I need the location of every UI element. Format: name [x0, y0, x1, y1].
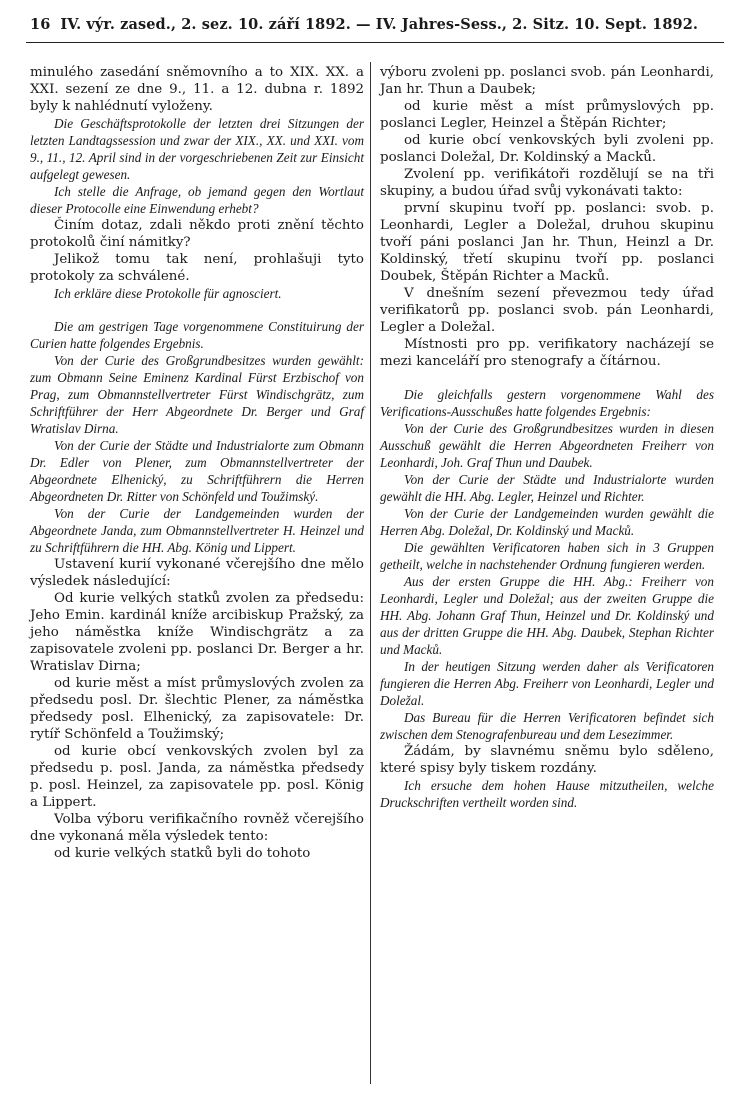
paragraph: Von der Curie des Großgrundbesitzes wurden in diesen Ausschuß gewählt die Herren Abgeordneten Freiherr von Leonhardi, Joh. Graf Thun und Daubek.: [380, 421, 714, 470]
header-text: IV. výr. zased., 2. sez. 10. září 1892. — IV. Jahres-Sess., 2. Sitz. 10. Sept. 1892.: [60, 16, 699, 33]
paragraph: Aus der ersten Gruppe die HH. Abg.: Freiherr von Leonhardi, Legler und Doležal; aus der zweiten Gruppe die HH. Abg. Johann Graf Thun, Heinzel und Dr. Koldinský und aus der dritten Gruppe die HH. Abg. Daubek, Stephan Richter und Macků.: [380, 574, 714, 657]
paragraph: Die gleichfalls gestern vorgenommene Wahl des Verifications-Ausschußes hatte folgendes Ergebnis:: [380, 387, 714, 419]
paragraph: Volba výboru verifikačního rovněž včerejšího dne vykonaná měla výsledek tento:: [30, 812, 364, 844]
paragraph: Das Bureau für die Herren Verificatoren befindet sich zwischen dem Stenografenbureau und dem Lesezimmer.: [380, 710, 714, 742]
paragraph: Od kurie velkých statků zvolen za předsedu: Jeho Emin. kardinál kníže arcibiskup Pražský, za jeho náměstka kníže Windischgrätz a za zapisovatele zvoleni pp. poslanci Dr. Berger a hr. Wratislav Dirna;: [30, 591, 364, 674]
left-column: [30, 64, 364, 862]
paragraph: od kurie měst a míst průmyslových zvolen za předsedu posl. Dr. šlechtic Plener, za náměstka předsedy posl. Elhenický, za zapisovatele: Dr. rytíř Schönfeld a Toužimský;: [30, 676, 364, 742]
paragraph-gap: [30, 302, 364, 318]
paragraph: Žádám, by slavnému sněmu bylo sděleno, které spisy byly tiskem rozdány.: [380, 744, 714, 776]
paragraph: Jelikož tomu tak není, prohlašuji tyto protokoly za schválené.: [30, 252, 364, 284]
paragraph: od kurie obcí venkovských zvolen byl za předsedu p. posl. Janda, za náměstka předsedy p. posl. Heinzel, za zapisovatele pp. posl. König a Lippert.: [30, 744, 364, 810]
paragraph: Místnosti pro pp. verifikatory nacházejí se mezi kanceláří pro stenografy a čítárnou.: [380, 337, 714, 369]
page-number: 16: [30, 16, 51, 33]
header-rule: [26, 42, 724, 43]
paragraph: první skupinu tvoří pp. poslanci: svob. p. Leonhardi, Legler a Doležal, druhou skupinu tvoří páni poslanci Jan hr. Thun, Heinzl a Dr. Koldinský, třetí skupinu tvoří pp. poslanci Doubek, Štěpán Richter a Macků.: [380, 201, 714, 284]
paragraph: od kurie velkých statků byli do tohoto: [54, 846, 311, 861]
paragraph: Von der Curie der Landgemeinden wurden gewählt die Herren Abg. Doležal, Dr. Koldinský und Macků.: [380, 506, 714, 538]
paragraph: Von der Curie des Großgrundbesitzes wurden gewählt: zum Obmann Seine Eminenz Kardinal Fürst Erzbischof von Prag, zum Obmannstellvertreter Fürst Windischgrätz, zum Schriftführer der Herr Abgeordnete Dr. Berger und Graf Wratislav Dirna.: [30, 353, 364, 436]
paragraph: Ich stelle die Anfrage, ob jemand gegen den Wortlaut dieser Protocolle eine Einwendung erhebt?: [30, 184, 364, 216]
paragraph-gap: [380, 370, 714, 386]
paragraph: Ich erkläre diese Protokolle für agnosciert.: [54, 286, 282, 301]
paragraph: Ustavení kurií vykonané včerejšího dne mělo výsledek následující:: [30, 557, 364, 589]
paragraph: Die am gestrigen Tage vorgenommene Constituirung der Curien hatte folgendes Ergebnis.: [30, 319, 364, 351]
paragraph: Zvolení pp. verifikátoři rozdělují se na tři skupiny, a budou úřad svůj vykonávati takto:: [380, 167, 714, 199]
paragraph: minulého zasedání sněmovního a to XIX. XX. a XXI. sezení ze dne 9., 11. a 12. dubna r. 1892 byly k nahlédnutí vyloženy.: [30, 65, 364, 114]
paragraph: Von der Curie der Städte und Industrialorte zum Obmann Dr. Edler von Plener, zum Obmannstellvertreter der Abgeordnete Elhenický, zu Schriftführern die Herren Abgeordneten Dr. Ritter von Schönfeld und Toužimský.: [30, 438, 364, 504]
paragraph: V dnešním sezení převezmou tedy úřad verifikatorů pp. poslanci svob. pán Leonhardi, Legler a Doležal.: [380, 286, 714, 335]
paragraph: od kurie obcí venkovských byli zvoleni pp. poslanci Doležal, Dr. Koldinský a Macků.: [380, 133, 714, 165]
paragraph: Die Geschäftsprotokolle der letzten drei Sitzungen der letzten Landtagssession und zwar der XIX., XX. und XXI. vom 9., 11., 12. April sind in der vorgeschriebenen Zeit zur Einsicht aufgelegt gewesen.: [30, 116, 364, 182]
paragraph: Ich ersuche dem hohen Hause mitzutheilen, welche Druckschriften vertheilt worden sind.: [380, 778, 714, 810]
paragraph: Von der Curie der Landgemeinden wurden der Abgeordnete Janda, zum Obmannstellvertreter H. Heinzel und zu Schriftführern die HH. Abg. König und Lippert.: [30, 506, 364, 555]
paragraph: výboru zvoleni pp. poslanci svob. pán Leonhardi, Jan hr. Thun a Daubek;: [380, 65, 714, 97]
paragraph: In der heutigen Sitzung werden daher als Verificatoren fungieren die Herren Abg. Freiherr von Leonhardi, Legler und Doležal.: [380, 659, 714, 708]
page-header: [30, 16, 720, 33]
right-column: [380, 64, 714, 811]
paragraph: Die gewählten Verificatoren haben sich in 3 Gruppen getheilt, welche in nachstehender Ordnung fungieren werden.: [380, 540, 714, 572]
column-divider: [370, 62, 371, 1084]
paragraph: od kurie měst a míst průmyslových pp. poslanci Legler, Heinzel a Štěpán Richter;: [380, 99, 714, 131]
paragraph: Von der Curie der Städte und Industrialorte wurden gewählt die HH. Abg. Legler, Heinzel und Richter.: [380, 472, 714, 504]
paragraph: Činím dotaz, zdali někdo proti znění těchto protokolů činí námitky?: [30, 218, 364, 250]
